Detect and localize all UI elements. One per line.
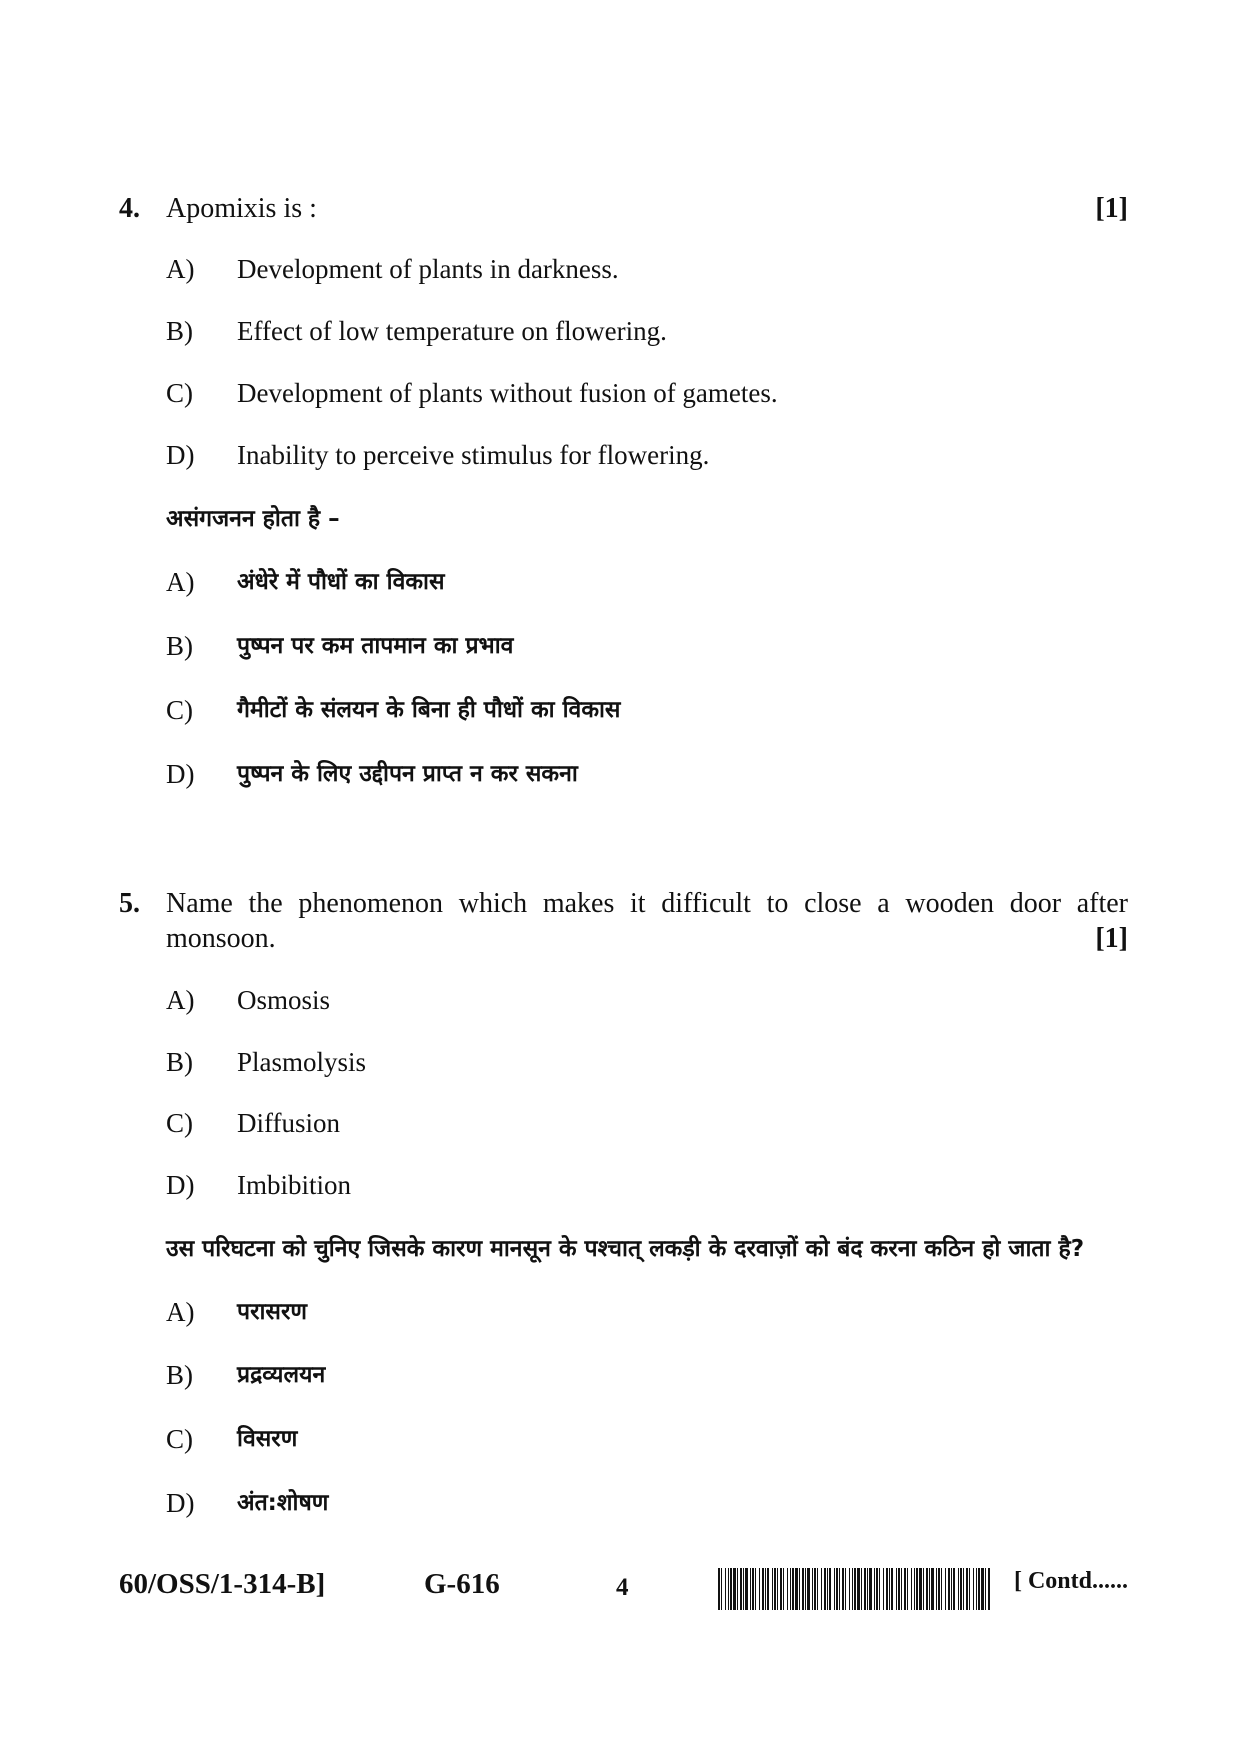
question-number: 5. bbox=[119, 888, 140, 919]
option-text: Diffusion bbox=[237, 1108, 341, 1138]
option-text: Plasmolysis bbox=[237, 1047, 367, 1077]
hindi-question-text: उस परिघटना को चुनिए जिसके कारण मानसून के पश्चात् लकड़ी के दरवाज़ों को बंद करना कठिन हो जाता है? bbox=[166, 1236, 1085, 1262]
option-letter: B) bbox=[166, 316, 193, 346]
option-letter: C) bbox=[166, 378, 193, 408]
option-text: अंधेरे में पौधों का विकास bbox=[237, 569, 445, 595]
question-number: 4. bbox=[119, 193, 140, 224]
question-5-header bbox=[119, 887, 1128, 957]
option-letter: A) bbox=[166, 985, 195, 1015]
question-marks: [1] bbox=[1095, 923, 1128, 954]
option-letter: A) bbox=[166, 254, 195, 284]
option-letter: D) bbox=[166, 1170, 195, 1200]
exam-code: 60/OSS/1-314-B] bbox=[119, 1568, 326, 1600]
question-marks: [1] bbox=[1095, 193, 1128, 224]
option-text: पुष्पन के लिए उद्दीपन प्राप्त न कर सकना bbox=[237, 761, 578, 787]
option-letter: D) bbox=[166, 1488, 195, 1518]
question-text-line2: monsoon. bbox=[166, 923, 276, 954]
option-letter: B) bbox=[166, 631, 193, 661]
option-text: परासरण bbox=[237, 1299, 308, 1325]
paper-code: G-616 bbox=[424, 1568, 500, 1600]
hindi-question-text: असंगजनन होता है – bbox=[166, 506, 340, 532]
option-letter: C) bbox=[166, 1424, 193, 1454]
option-letter: D) bbox=[166, 759, 195, 789]
option-text: Osmosis bbox=[237, 985, 331, 1015]
option-text: Development of plants without fusion of gametes. bbox=[237, 378, 778, 408]
option-text: Development of plants in darkness. bbox=[237, 254, 619, 284]
option-text: Imbibition bbox=[237, 1170, 351, 1200]
option-letter: B) bbox=[166, 1047, 193, 1077]
option-text: पुष्पन पर कम तापमान का प्रभाव bbox=[237, 633, 514, 659]
page-footer bbox=[119, 1568, 1128, 1618]
option-text: विसरण bbox=[237, 1426, 298, 1452]
option-text: Inability to perceive stimulus for flowering. bbox=[237, 440, 710, 470]
option-letter: D) bbox=[166, 440, 195, 470]
option-letter: A) bbox=[166, 1297, 195, 1327]
option-letter: B) bbox=[166, 1360, 193, 1390]
page-number: 4 bbox=[616, 1574, 629, 1601]
option-text: प्रद्रव्यलयन bbox=[237, 1362, 326, 1388]
option-letter: A) bbox=[166, 567, 195, 597]
option-letter: C) bbox=[166, 695, 193, 725]
option-text: Effect of low temperature on flowering. bbox=[237, 316, 667, 346]
question-text: Apomixis is : bbox=[166, 193, 317, 224]
option-text: गैमीटों के संलयन के बिना ही पौधों का विकास bbox=[237, 697, 621, 723]
option-letter: C) bbox=[166, 1108, 193, 1138]
question-4-header bbox=[119, 192, 1128, 226]
barcode bbox=[718, 1568, 990, 1610]
question-4 bbox=[119, 192, 1128, 789]
question-text-line1: Name the phenomenon which makes it difficult to close a wooden door after bbox=[166, 888, 1128, 919]
continued-label: [ Contd...... bbox=[1013, 1568, 1128, 1594]
option-text: अंत:शोषण bbox=[237, 1490, 329, 1516]
question-5 bbox=[119, 887, 1128, 1518]
